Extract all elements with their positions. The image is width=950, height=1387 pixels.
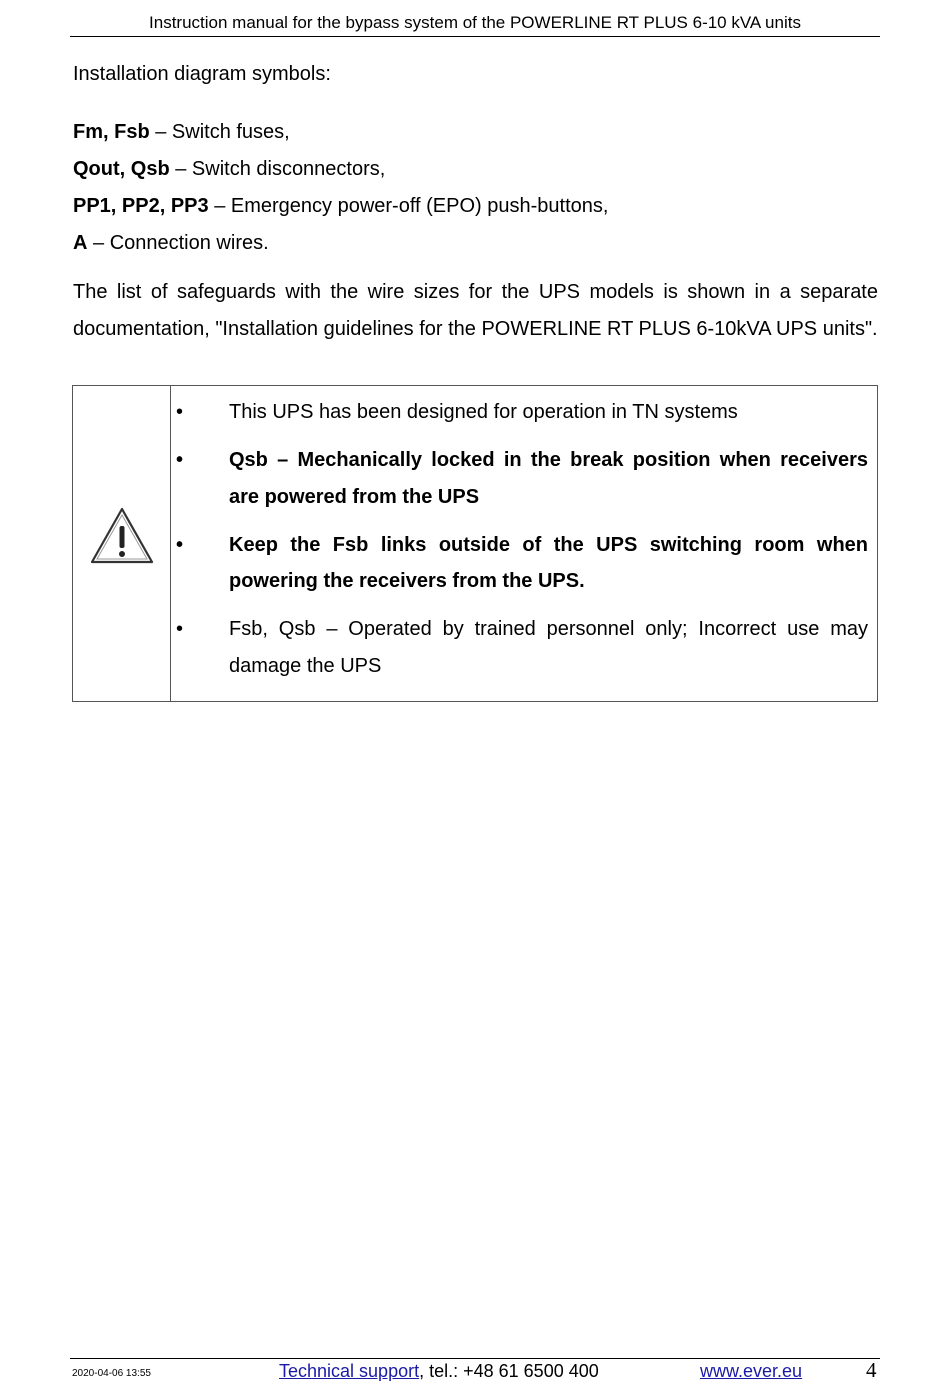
warning-item: • Keep the Fsb links outside of the UPS switching room when powering the receivers from the UPS. xyxy=(201,527,868,600)
symbol-item xyxy=(73,156,878,193)
warning-item: • This UPS has been designed for operation in TN systems xyxy=(201,394,868,431)
page-number: 4 xyxy=(866,1358,877,1382)
technical-support-link[interactable]: Technical support xyxy=(279,1361,420,1381)
warning-item: • Fsb, Qsb – Operated by trained personnel only; Incorrect use may damage the UPS xyxy=(201,611,868,684)
footer-support xyxy=(279,1360,599,1382)
symbol-item xyxy=(73,230,878,267)
symbol-description: – Emergency power-off (EPO) push-buttons, xyxy=(208,195,609,217)
symbols-intro: Installation diagram symbols: xyxy=(73,63,331,85)
warning-table xyxy=(72,385,878,702)
footer-divider xyxy=(70,1358,880,1359)
page-header-title: Instruction manual for the bypass system of the POWERLINE RT PLUS 6-10 kVA units xyxy=(149,13,801,32)
symbol-term: PP1, PP2, PP3 xyxy=(73,195,209,217)
symbol-item xyxy=(73,193,878,230)
warning-icon-cell xyxy=(73,386,171,701)
symbol-term: Fm, Fsb xyxy=(73,121,150,143)
header-divider xyxy=(70,36,880,37)
support-telephone: , tel.: +48 61 6500 400 xyxy=(419,1361,599,1381)
symbol-item xyxy=(73,119,878,156)
warning-list xyxy=(201,394,868,696)
symbols-list xyxy=(73,119,878,267)
symbol-term: A xyxy=(73,232,88,254)
symbol-term: Qout, Qsb xyxy=(73,158,170,180)
safeguards-paragraph: The list of safeguards with the wire sizes for the UPS models is shown in a separate documentation, "Installation guidelines for the POWERLINE RT PLUS 6-10kVA UPS units". xyxy=(73,281,878,340)
warning-triangle-icon xyxy=(89,506,155,566)
warning-item: • Qsb – Mechanically locked in the break position when receivers are powered from the UPS xyxy=(201,442,868,515)
symbol-description: – Connection wires. xyxy=(87,232,269,254)
footer-date: 2020-04-06 13:55 xyxy=(72,1368,151,1379)
website-link[interactable]: www.ever.eu xyxy=(700,1361,803,1381)
symbol-description: – Switch fuses, xyxy=(149,121,290,143)
symbol-description: – Switch disconnectors, xyxy=(169,158,386,180)
